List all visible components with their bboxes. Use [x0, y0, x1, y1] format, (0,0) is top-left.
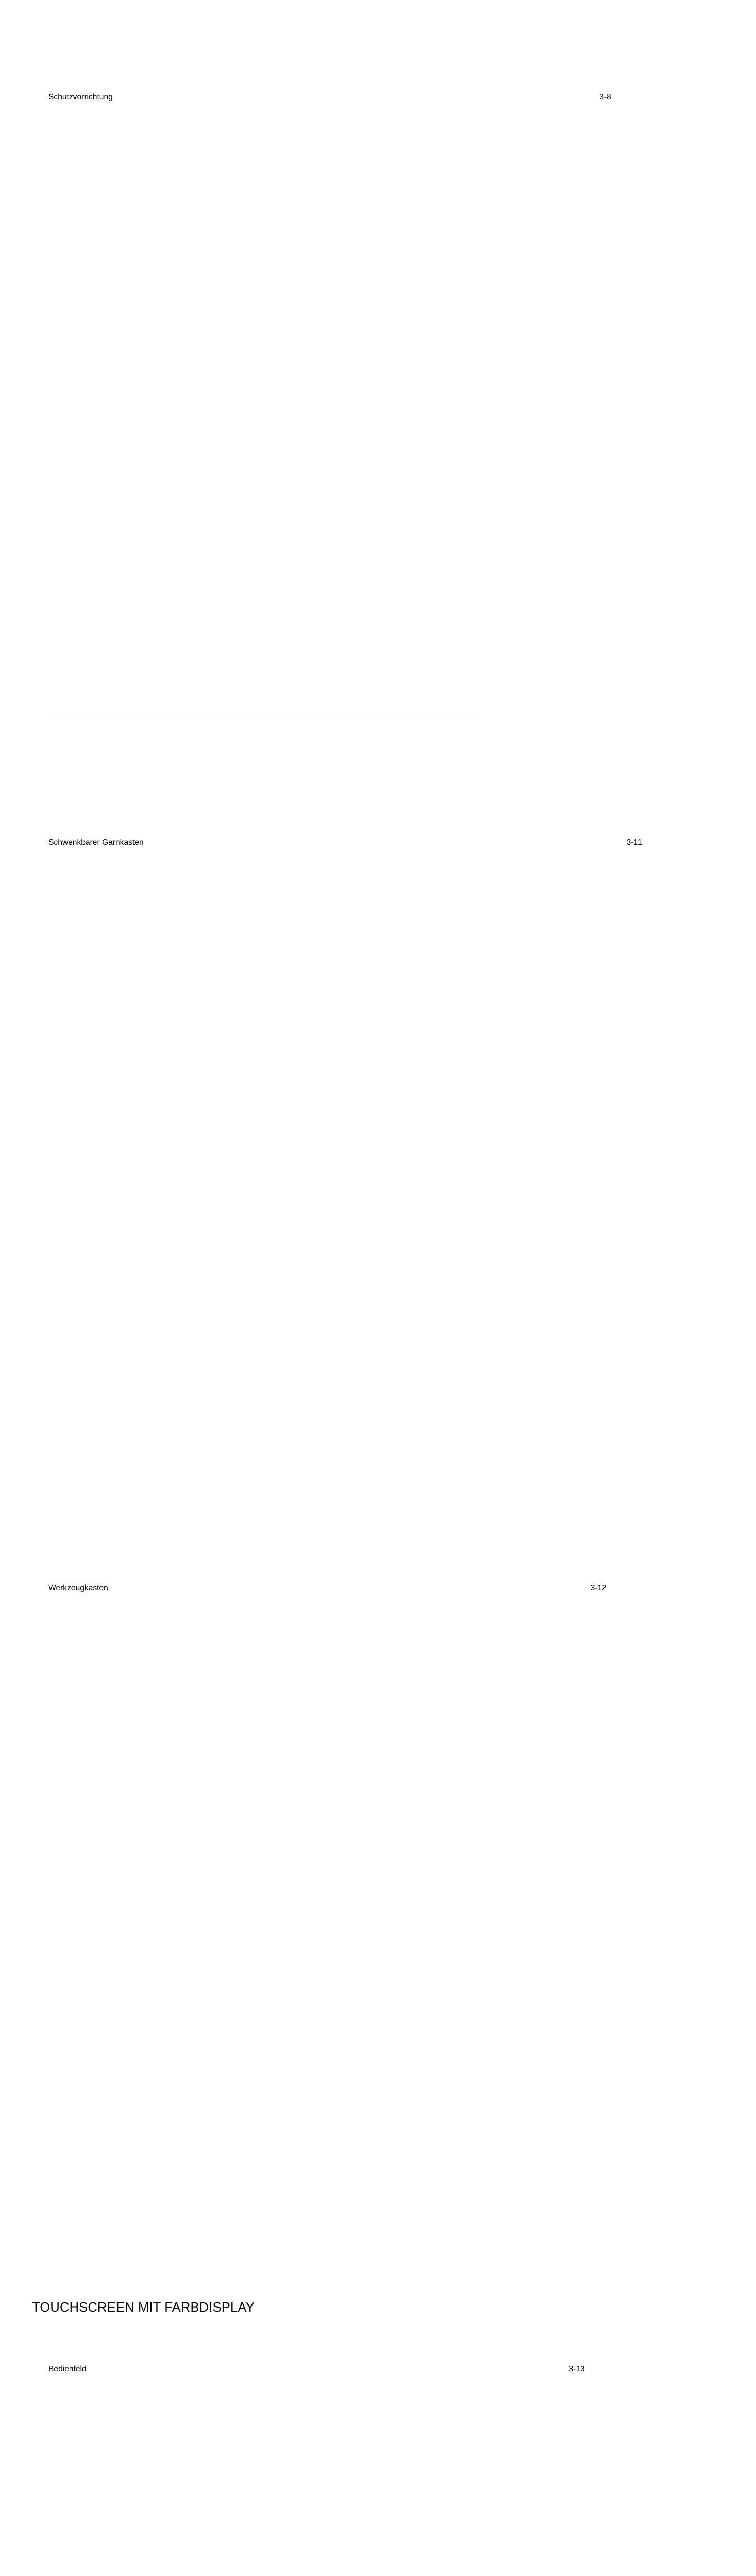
toc-entry-label: Werkzeugkasten — [48, 1584, 108, 1592]
section-heading: TOUCHSCREEN MIT FARBDISPLAY — [32, 2300, 255, 2315]
toc-entry-page: 3-12 — [590, 1584, 607, 1592]
toc-entry-label: Schutzvorrichtung — [48, 93, 113, 101]
toc-top-entries — [32, 45, 642, 2282]
toc-entry-label: Schwenkbarer Garnkasten — [48, 838, 144, 847]
toc-entries — [32, 2317, 585, 2576]
toc-entry-label: Bedienfeld — [48, 2365, 87, 2374]
toc-entry-page: 3-11 — [626, 838, 642, 847]
toc-entry-page: 3-8 — [599, 93, 611, 101]
toc-entry[interactable] — [32, 791, 642, 1536]
toc-entry-page: 3-13 — [568, 2365, 585, 2374]
toc-entry[interactable] — [32, 1536, 607, 2282]
toc-entry[interactable] — [32, 2317, 585, 2576]
toc-entry[interactable] — [32, 45, 611, 791]
